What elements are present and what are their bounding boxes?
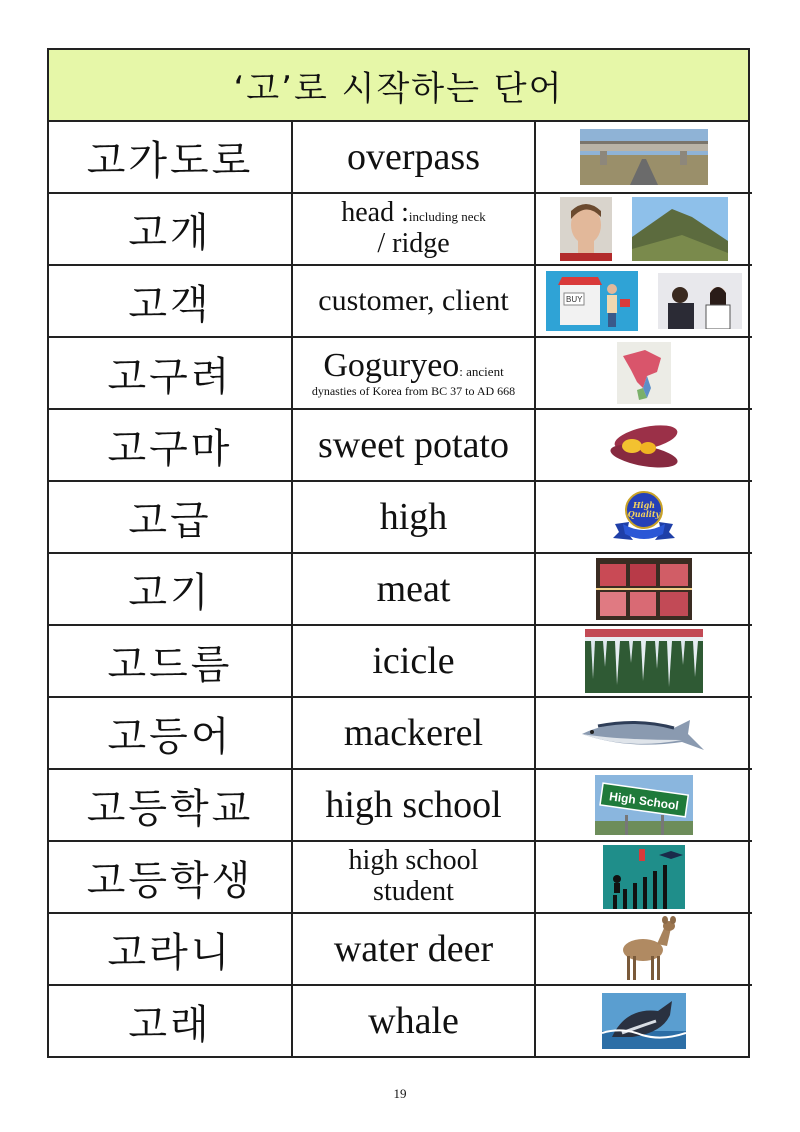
korean-word: 고등학생 <box>49 841 292 913</box>
picture-cell <box>535 913 752 985</box>
table-row <box>49 122 752 193</box>
korean-word: 고구려 <box>49 337 292 409</box>
high-school-sign <box>595 775 693 835</box>
korean-word: 고래 <box>49 985 292 1056</box>
english-line2: / ridge <box>377 228 450 259</box>
korean-word: 고드름 <box>49 625 292 697</box>
english-main: Goguryeo <box>323 347 460 384</box>
badge-text-1: High <box>632 500 656 510</box>
overpass-photo <box>580 129 708 185</box>
vocabulary-table <box>49 122 752 1056</box>
english-meaning <box>292 337 535 409</box>
meat-photo <box>596 558 692 620</box>
english-main: head : <box>341 197 409 229</box>
client-meeting-photo <box>658 273 742 329</box>
student-graduation-icon <box>603 845 685 909</box>
picture-cell <box>535 625 752 697</box>
picture-cell <box>535 553 752 625</box>
english-meaning: sweet potato <box>292 409 535 481</box>
english-meaning: high school <box>292 769 535 841</box>
korean-word: 고급 <box>49 481 292 553</box>
english-line2: student <box>373 876 454 907</box>
english-line2: dynasties of Korea from BC 37 to AD 668 <box>311 384 516 398</box>
table-row <box>49 553 752 625</box>
badge-text-2: Quality <box>627 509 661 519</box>
whale-photo <box>602 993 686 1049</box>
water-deer-photo <box>609 916 679 982</box>
table-row <box>49 193 752 265</box>
table-row <box>49 481 752 553</box>
table-row <box>49 697 752 769</box>
english-meaning: customer, client <box>292 265 535 337</box>
icicle-photo <box>585 629 703 693</box>
picture-cell <box>535 265 752 337</box>
shop-customer-icon <box>546 271 638 331</box>
english-line1: high school <box>348 845 479 877</box>
table-row <box>49 265 752 337</box>
picture-cell <box>535 193 752 265</box>
english-note: including neck <box>408 209 486 225</box>
table-row <box>49 769 752 841</box>
english-meaning <box>292 841 535 913</box>
english-meaning: meat <box>292 553 535 625</box>
table-row <box>49 841 752 913</box>
page-number: 19 <box>393 1086 407 1101</box>
korean-word: 고기 <box>49 553 292 625</box>
english-meaning: whale <box>292 985 535 1056</box>
goguryeo-map <box>617 342 671 404</box>
korean-word: 고라니 <box>49 913 292 985</box>
english-meaning <box>292 193 535 265</box>
vocabulary-sheet <box>47 48 750 1058</box>
picture-cell <box>535 481 752 553</box>
picture-cell <box>535 985 752 1056</box>
shop-text: BUY <box>566 295 583 304</box>
table-row <box>49 625 752 697</box>
korean-word: 고객 <box>49 265 292 337</box>
picture-cell <box>535 841 752 913</box>
korean-word: 고가도로 <box>49 122 292 193</box>
korean-word: 고구마 <box>49 409 292 481</box>
ridge-photo <box>632 197 728 261</box>
head-photo <box>560 197 612 261</box>
picture-cell <box>535 122 752 193</box>
high-quality-badge <box>609 488 679 546</box>
mackerel-photo <box>578 710 710 756</box>
sign-text: High School <box>608 789 680 813</box>
page-title: ‘고’로 시작하는 단어 <box>49 50 748 122</box>
english-meaning: icicle <box>292 625 535 697</box>
picture-cell <box>535 769 752 841</box>
korean-word: 고등학교 <box>49 769 292 841</box>
table-row <box>49 985 752 1056</box>
english-meaning: overpass <box>292 122 535 193</box>
picture-cell <box>535 337 752 409</box>
korean-word: 고개 <box>49 193 292 265</box>
table-row <box>49 913 752 985</box>
english-meaning: water deer <box>292 913 535 985</box>
english-meaning: high <box>292 481 535 553</box>
english-meaning: mackerel <box>292 697 535 769</box>
sweet-potato-photo <box>602 416 686 474</box>
english-note: : ancient <box>459 364 504 379</box>
korean-word: 고등어 <box>49 697 292 769</box>
picture-cell <box>535 409 752 481</box>
picture-cell <box>535 697 752 769</box>
table-row <box>49 337 752 409</box>
table-row <box>49 409 752 481</box>
